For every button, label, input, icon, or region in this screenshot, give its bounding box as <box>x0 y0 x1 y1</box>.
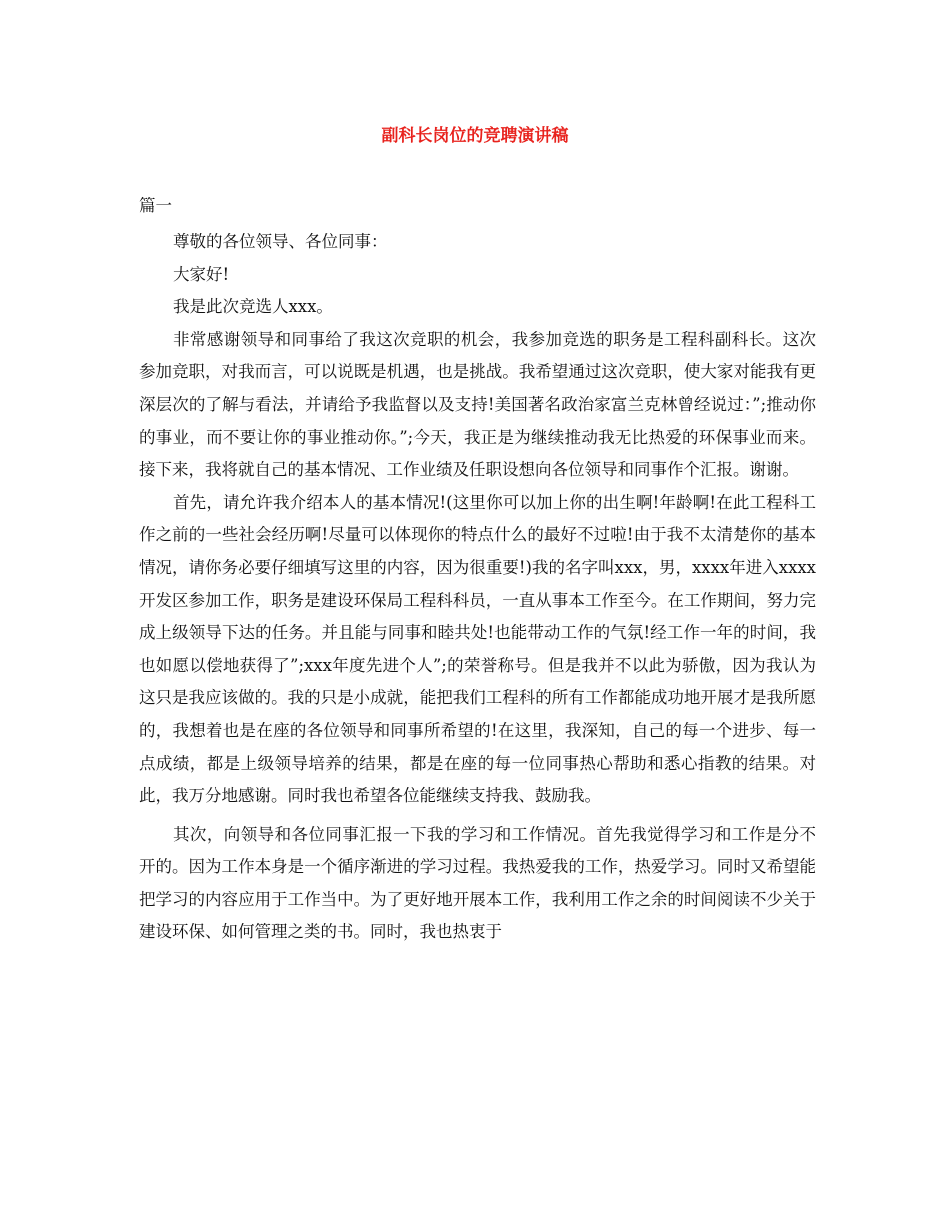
document-title: 副科长岗位的竞聘演讲稿 <box>381 126 569 146</box>
document-body <box>139 226 816 949</box>
paragraph-salutation: 尊敬的各位领导、各位同事： <box>173 232 388 251</box>
paragraph-greeting: 大家好! <box>173 264 230 284</box>
section-label: 篇一 <box>139 196 172 215</box>
paragraph-thanks: 非常感谢领导和同事给了我这次竞职的机会，我参加竞选的职务是工程科副科长。这次参加竞职，对我而言，可以说既是机遇，也是挑战。我希望通过这次竞职，使大家对能我有更深层次的了解与看法，并请给予我监督以及支持!美国著名政治家富兰克林曾经说过：”;推动你的事业，而不要让你的事业推动你。”;今天，我正是为继续推动我无比热爱的环保事业而来。接下来，我将就自己的基本情况、工作业绩及任职设想向各位领导和同事作个汇报。谢谢。 <box>139 329 816 480</box>
paragraph-study-work: 其次，向领导和各位同事汇报一下我的学习和工作情况。首先我觉得学习和工作是分不开的。因为工作本身是一个循序渐进的学习过程。我热爱我的工作，热爱学习。同时又希望能把学习的内容应用于工作当中。为了更好地开展本工作，我利用工作之余的时间阅读不少关于建设环保、如何管理之类的书。同时，我也热衷于 <box>139 824 816 942</box>
paragraph-introduction: 我是此次竞选人xxx。 <box>173 297 333 317</box>
paragraph-basic-info: 首先，请允许我介绍本人的基本情况!(这里你可以加上你的出生啊!年龄啊!在此工程科工作之前的一些社会经历啊!尽量可以体现你的特点什么的最好不过啦!由于我不太清楚你的基本情况，请你务必要仔细填写这里的内容，因为很重要!)我的名字叫xxx，男，xxxx年进入xxxx开发区参加工作，职务是建设环保局工程科科员，一直从事本工作至今。在工作期间，努力完成上级领导下达的任务。并且能与同事和睦共处!也能带动工作的气氛!经工作一年的时间，我也如愿以偿地获得了”;xxx年度先进个人”;的荣誉称号。但是我并不以此为骄傲，因为我认为这只是我应该做的。我的只是小成就，能把我们工程科的所有工作都能成功地开展才是我所愿的，我想着也是在座的各位领导和同事所希望的!在这里，我深知，自己的每一个进步、每一点成绩，都是上级领导培养的结果，都是在座的每一位同事热心帮助和悉心指教的结果。对此，我万分地感谢。同时我也希望各位能继续支持我、鼓励我。 <box>139 492 816 806</box>
